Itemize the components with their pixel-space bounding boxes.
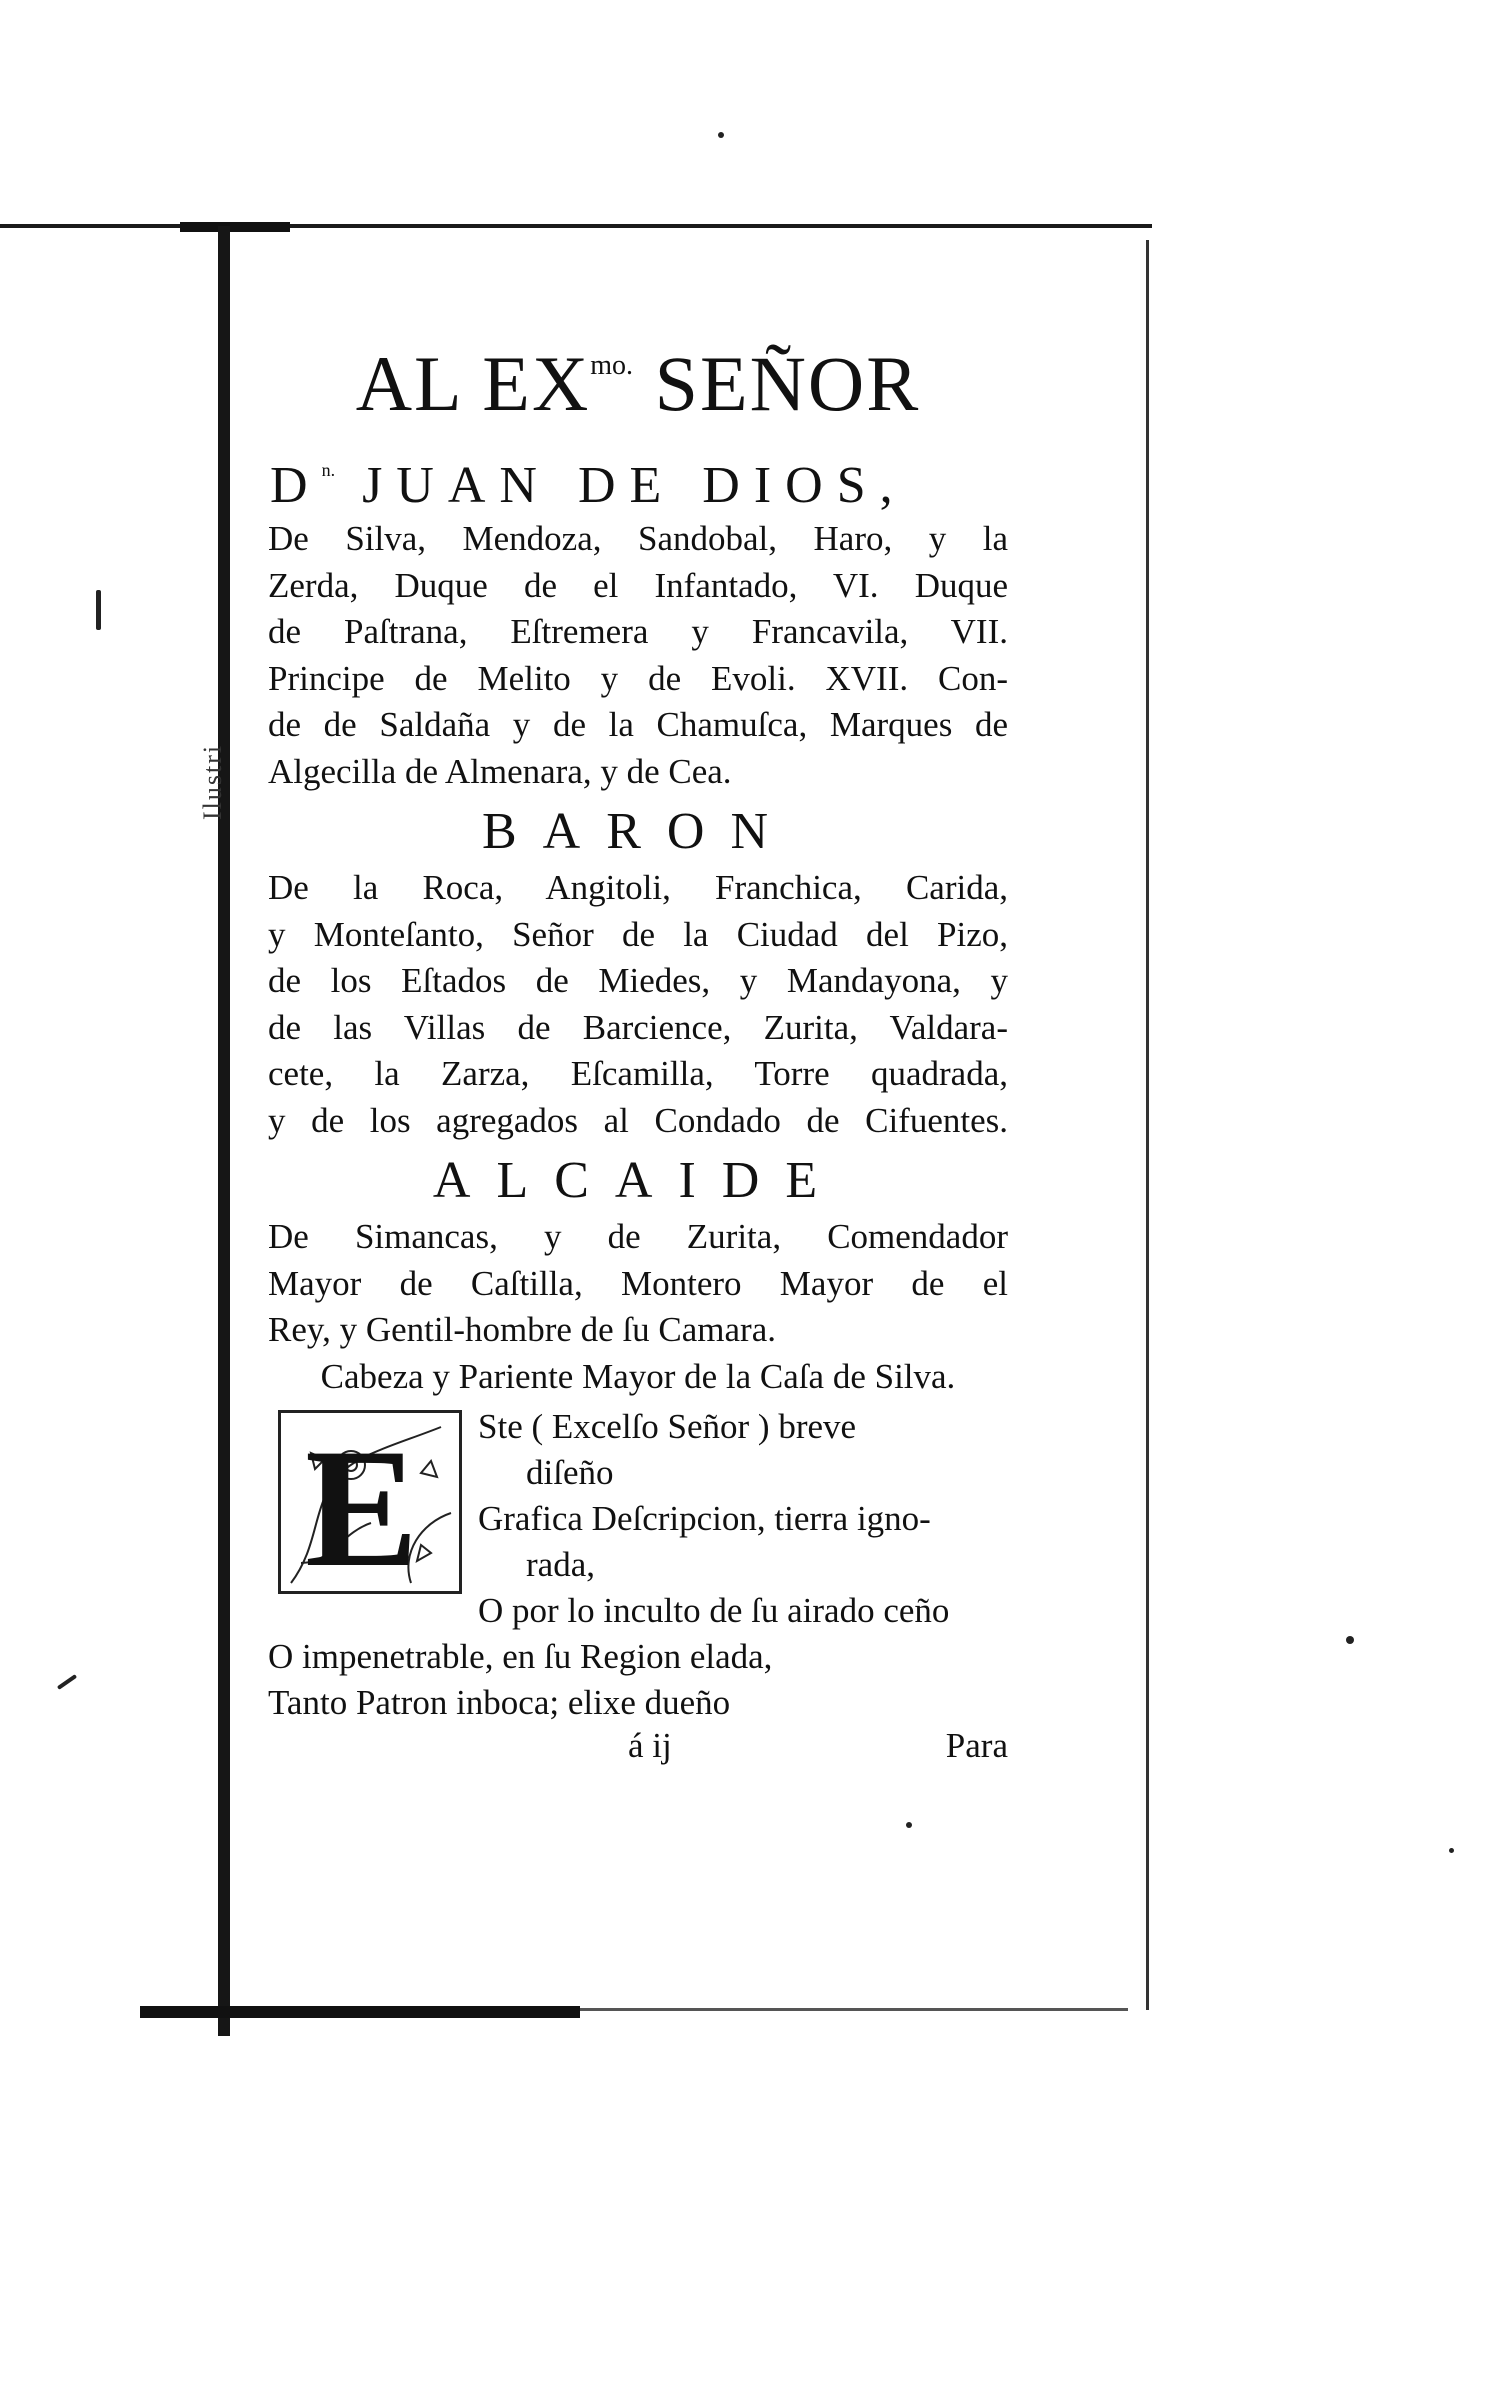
- page-frame-right-rule: [1146, 240, 1149, 2010]
- title-line: de Paſtrana, Eſtremera y Francavila, VII.: [268, 612, 1008, 651]
- baron-line: y Monteſanto, Señor de la Ciudad del Pizo,: [268, 914, 1008, 954]
- title-line: Principe de Melito y de Evoli. XVII. Con-: [268, 658, 1008, 698]
- baron-line: cete, la Zarza, Eſcamilla, Torre quadrada,: [268, 1054, 1008, 1093]
- decorated-initial: [278, 1410, 462, 1602]
- verse-line: diſeño: [526, 1453, 614, 1492]
- title-line: Zerda, Duque de el Infantado, VI. Duque: [268, 565, 1008, 605]
- catchword: Para: [945, 1726, 1008, 1765]
- verse-line: O impenetrable, en ſu Region elada,: [268, 1637, 773, 1676]
- page-frame-left-rule: [218, 226, 230, 2036]
- heading-alcaide: ALCAIDE: [432, 1152, 844, 1209]
- poem-block: [268, 1404, 1008, 1776]
- baron-line: de los Eſtados de Miedes, y Mandayona, y: [268, 961, 1008, 1000]
- baron-line: De la Roca, Angitoli, Franchica, Carida,: [268, 868, 1008, 907]
- verse-line: Tanto Patron inboca; elixe dueño: [268, 1683, 731, 1722]
- dedication-block: [268, 320, 1008, 1400]
- dedication-title: AL $EX^{mo.}$ SEÑOR: [355, 340, 921, 427]
- page-footer: [268, 1726, 1008, 1776]
- heading-baron: BARON: [481, 803, 795, 860]
- page-frame-top-rule: [0, 224, 1152, 228]
- verse-line: Ste ( Excelſo Señor ) breve: [478, 1407, 857, 1446]
- verse-line: O por lo inculto de ſu airado ceño: [478, 1591, 950, 1630]
- initial-letter: E: [305, 1414, 419, 1602]
- alcaide-line: Rey, y Gentil-hombre de ſu Camara.: [268, 1310, 776, 1349]
- title-line: de de Saldaña y de la Chamuſca, Marques de: [268, 705, 1008, 744]
- baron-line: de las Villas de Barcience, Zurita, Valdara-: [268, 1007, 1008, 1047]
- page-frame-top-corner: [180, 222, 290, 232]
- page-frame-bottom-rule: [140, 2006, 580, 2018]
- page-frame-bottom-thin-rule: [580, 2008, 1128, 2011]
- verse-line: Grafica Deſcripcion, tierra igno-: [478, 1499, 931, 1538]
- title-line-last: Algecilla de Almenara, y de Cea.: [268, 751, 732, 791]
- alcaide-line: De Simancas, y de Zurita, Comendador: [268, 1217, 1008, 1256]
- title-line: De Silva, Mendoza, Sandobal, Haro, y la: [268, 519, 1008, 558]
- baron-line: y de los agregados al Condado de Cifuentes.: [268, 1100, 1008, 1140]
- margin-spine-text: Ilustri: [198, 743, 227, 820]
- dedicatee-name: $D^{n.}$ JUAN DE DIOS,: [270, 457, 907, 514]
- closing-line: Cabeza y Pariente Mayor de la Caſa de Silva.: [320, 1356, 956, 1396]
- alcaide-line: Mayor de Caſtilla, Montero Mayor de el: [268, 1263, 1008, 1303]
- signature-mark: á ij: [628, 1726, 672, 1765]
- verse-line: rada,: [526, 1545, 595, 1584]
